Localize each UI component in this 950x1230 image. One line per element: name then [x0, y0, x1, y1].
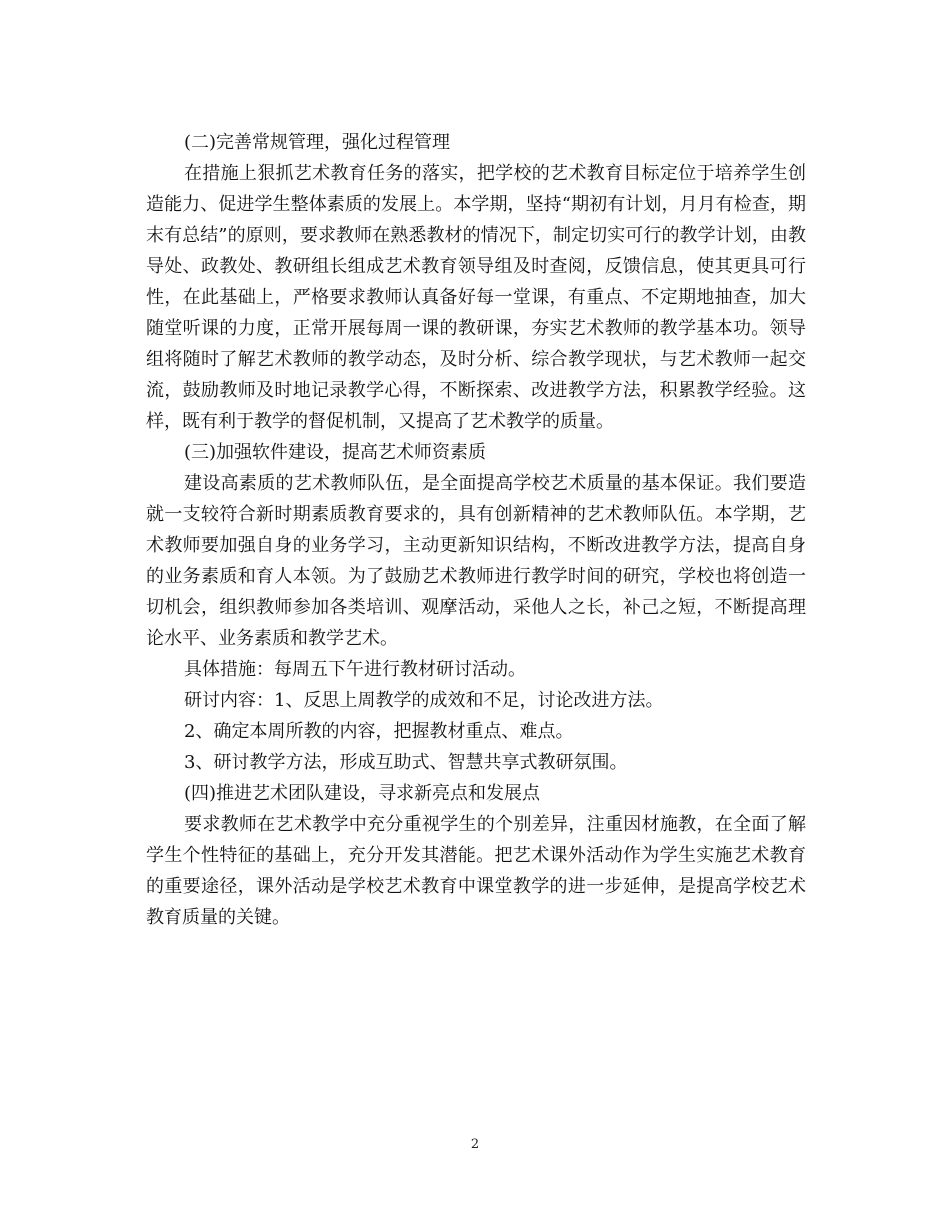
paragraph-seminar-content-3: 3、研讨教学方法，形成互助式、智慧共享式教研氛围。	[184, 752, 628, 773]
section-heading-4: (四)推进艺术团队建设，寻求新亮点和发展点	[184, 783, 541, 804]
page-number: 2	[470, 1137, 480, 1152]
paragraph-art-team: 要求教师在艺术教学中充分重视学生的个别差异，注重因材施教，在全面了解学生个性特征的基础上，充分开发其潜能。把艺术课外活动作为学生实施艺术教育的重要途径，课外活动是学校艺术教育中课堂教学的进一步延伸，是提高学校艺术教育质量的关键。	[146, 814, 806, 928]
section-heading-3: (三)加强软件建设，提高艺术师资素质	[184, 442, 487, 463]
paragraph-seminar-content-2: 2、确定本周所教的内容，把握教材重点、难点。	[184, 721, 574, 742]
paragraph-seminar-content-1: 研讨内容：1、反思上周教学的成效和不足，讨论改进方法。	[184, 690, 664, 711]
paragraph-specific-measures: 具体措施：每周五下午进行教材研讨活动。	[184, 659, 526, 680]
paragraph-teacher-team: 建设高素质的艺术教师队伍，是全面提高学校艺术质量的基本保证。我们要造就一支较符合新时期素质教育要求的，具有创新精神的艺术教师队伍。本学期，艺术教师要加强自身的业务学习，主动更新知识结构，不断改进教学方法，提高自身的业务素质和育人本领。为了鼓励艺术教师进行教学时间的研究，学校也将创造一切机会，组织教师参加各类培训、观摩活动，采他人之长，补己之短，不断提高理论水平、业务素质和教学艺术。	[146, 473, 806, 649]
paragraph-routine-management: 在措施上狠抓艺术教育任务的落实，把学校的艺术教育目标定位于培养学生创造能力、促进学生整体素质的发展上。本学期，坚持“期初有计划，月月有检查，期末有总结”的原则，要求教师在熟悉教材的情况下，制定切实可行的教学计划，由教导处、政教处、教研组长组成艺术教育领导组及时查阅，反馈信息，使其更具可行性，在此基础上，严格要求教师认真备好每一堂课，有重点、不定期地抽查，加大随堂听课的力度，正常开展每周一课的教研课，夯实艺术教师的教学基本功。领导组将随时了解艺术教师的教学动态，及时分析、综合教学现状，与艺术教师一起交流，鼓励教师及时地记录教学心得，不断探索、改进教学方法，积累教学经验。这样，既有利于教学的督促机制，又提高了艺术教学的质量。	[146, 163, 806, 432]
page-body	[146, 127, 806, 933]
section-heading-2: (二)完善常规管理，强化过程管理	[184, 132, 451, 153]
